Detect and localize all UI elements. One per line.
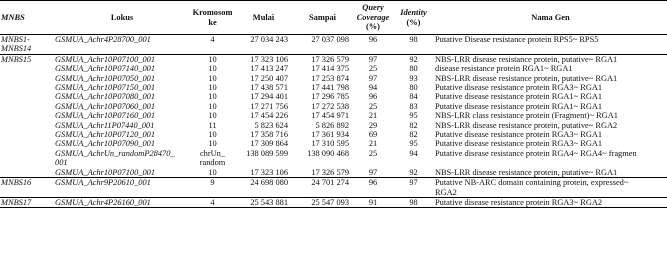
cell-nama-gen: Putative disease resistance protein RGA3~ RGA1 (435, 139, 603, 149)
cell-kromosom: chrUn_ random (199, 148, 226, 168)
table-row (0, 197, 667, 207)
cell-identity: 80 (409, 64, 418, 74)
cell-identity: 95 (409, 139, 418, 149)
cell-nama-gen: NBS-LRR disease resistance protein, putative~ RGA2 (435, 120, 618, 130)
cell-kromosom: 10 (208, 111, 217, 121)
cell-lokus: GSMUA_Achr10P07120_001 (55, 130, 156, 140)
cell-nama-gen: Putative disease resistance protein RGA3~ RGA2 (434, 197, 667, 207)
table-row (0, 35, 667, 55)
cell-query-coverage: 97 (368, 167, 378, 177)
cell-lokus: GSMUA_Achr4P28700_001 (54, 35, 190, 55)
cell-kromosom: 4 (190, 35, 235, 55)
cell-mulai: 17 358 716 (250, 130, 288, 140)
cell-lokus: GSMUA_Achr10P07060_001 (55, 101, 156, 111)
cell-kromosom: 4 (190, 197, 235, 207)
cell-nama-gen: disease resistance protein RGA1~ RGA1 (435, 64, 573, 74)
cell-lokus: GSMUA_Achr11P07440_001 (55, 120, 155, 130)
cell-query-coverage: 69 (368, 130, 378, 140)
cell-nama-gen: NBS-LRR disease resistance protein, putative~ RGA1 (435, 73, 618, 83)
cell-sampai: 17 253 874 (311, 73, 349, 83)
cell-mnbs (0, 168, 54, 178)
cell-mnbs (0, 130, 54, 139)
cell-mulai: 17 438 571 (250, 83, 288, 93)
cell-query-coverage: 21 (368, 139, 378, 149)
cell-identity: 92 (393, 54, 434, 64)
cell-mulai: 138 089 599 (246, 148, 288, 158)
cell-sampai: 17 441 798 (311, 83, 349, 93)
cell-lokus: GSMUA_Achr10P07100_001 (54, 54, 190, 64)
table-row (0, 83, 667, 92)
header-identity: Identity (%) (393, 1, 434, 35)
cell-query-coverage: 25 (368, 101, 378, 111)
cell-kromosom: 10 (190, 54, 235, 64)
cell-lokus: GSMUA_Achr10P07050_001 (55, 73, 156, 83)
cell-mnbs (0, 64, 54, 73)
cell-kromosom: 10 (208, 139, 217, 149)
cell-nama-gen: Putative disease resistance protein RGA3~ RGA1 (435, 130, 603, 140)
cell-nama-gen: Putative disease resistance protein RGA1~ RGA1 (435, 92, 603, 102)
header-kromosom: Kromosom ke (190, 1, 235, 35)
cell-nama-gen: Putative disease resistance protein RGA3~ RGA1 (435, 83, 603, 93)
cell-query-coverage: 25 (368, 148, 378, 158)
cell-lokus: GSMUA_Achr4P26160_001 (54, 197, 190, 207)
cell-mnbs (0, 102, 54, 111)
header-mnbs: MNBS (0, 1, 54, 35)
cell-nama-gen: NBS-LRR disease resistance protein, putative~ RGA1 (434, 54, 667, 64)
cell-nama-gen: NBS-LRR class resistance protein (Fragment)~ RGA1 (435, 111, 618, 121)
cell-sampai: 17 326 579 (292, 54, 353, 64)
cell-sampai: 138 090 468 (307, 148, 349, 158)
cell-mulai: 5 823 624 (254, 120, 288, 130)
cell-query-coverage: 21 (368, 111, 378, 121)
cell-query-coverage: 96 (353, 35, 393, 55)
cell-query-coverage: 96 (368, 92, 378, 102)
cell-sampai: 17 272 538 (311, 101, 349, 111)
cell-mulai: 17 294 401 (250, 92, 288, 102)
cell-query-coverage: 97 (353, 54, 393, 64)
cell-lokus: GSMUA_Achr10P07100_001 (55, 167, 156, 177)
cell-mnbs: MNBS16 (0, 178, 54, 198)
cell-kromosom: 10 (208, 167, 217, 177)
cell-lokus: GSMUA_AchrUn_randomP28470_ 001 (55, 148, 175, 168)
cell-identity: 95 (409, 111, 418, 121)
cell-mnbs (0, 121, 54, 130)
cell-mnbs: MNBS1- MNBS14 (0, 35, 54, 55)
table-row (0, 130, 667, 139)
cell-mnbs (0, 74, 54, 83)
cell-mnbs (0, 149, 54, 168)
cell-mulai: 27 034 243 (235, 35, 292, 55)
cell-mulai: 17 323 106 (250, 167, 288, 177)
cell-nama-gen: Putative NB-ARC domain containing protein, expressed~ RGA2 (434, 178, 667, 198)
cell-mnbs (0, 139, 54, 148)
header-nama-gen: Nama Gen (434, 1, 667, 35)
cell-query-coverage: 91 (353, 197, 393, 207)
header-lokus: Lokus (54, 1, 190, 35)
cell-kromosom: 10 (208, 130, 217, 140)
cell-kromosom: 10 (208, 73, 217, 83)
header-sampai: Sampai (292, 1, 353, 35)
cell-kromosom: 11 (208, 120, 217, 130)
cell-kromosom: 10 (208, 101, 217, 111)
table-row (0, 111, 667, 120)
cell-mulai: 17 323 106 (235, 54, 292, 64)
cell-sampai: 5 826 892 (315, 120, 349, 130)
table-row (0, 74, 667, 83)
cell-mulai: 17 413 247 (250, 64, 288, 74)
header-query-coverage: Query Coverage (%) (353, 1, 393, 35)
cell-nama-gen: Putative disease resistance protein RGA1~ RGA1 (435, 101, 603, 111)
cell-sampai: 17 326 579 (311, 167, 349, 177)
table-row (0, 178, 667, 198)
cell-kromosom: 10 (208, 92, 217, 102)
cell-identity: 80 (409, 83, 418, 93)
table-row (0, 54, 667, 64)
cell-lokus: GSMUA_Achr10P07090_001 (55, 139, 156, 149)
cell-sampai: 25 547 093 (292, 197, 353, 207)
table-header-row (0, 1, 667, 35)
cell-kromosom: 9 (190, 178, 235, 198)
cell-sampai: 17 454 971 (311, 111, 349, 121)
table-row (0, 64, 667, 73)
cell-mulai: 24 698 080 (235, 178, 292, 198)
table-row (0, 139, 667, 148)
cell-sampai: 27 037 098 (292, 35, 353, 55)
cell-lokus: GSMUA_Achr10P07160_001 (55, 111, 156, 121)
cell-identity: 98 (393, 197, 434, 207)
cell-identity: 84 (409, 92, 418, 102)
cell-sampai: 17 414 375 (311, 64, 349, 74)
header-mulai: Mulai (235, 1, 292, 35)
cell-sampai: 17 296 785 (311, 92, 349, 102)
cell-identity: 93 (409, 73, 418, 83)
cell-nama-gen: Putative disease resistance protein RGA4~ RGA4~ fragmen (435, 148, 637, 158)
cell-mnbs (0, 92, 54, 101)
cell-sampai: 24 701 274 (292, 178, 353, 198)
cell-mulai: 17 271 756 (250, 101, 288, 111)
cell-identity: 98 (393, 35, 434, 55)
cell-lokus: GSMUA_Achr10P07140_001 (55, 64, 156, 74)
cell-identity: 82 (409, 130, 418, 140)
cell-mnbs (0, 111, 54, 120)
cell-mulai: 17 454 226 (250, 111, 288, 121)
table-row (0, 102, 667, 111)
cell-mnbs: MNBS17 (0, 197, 54, 207)
cell-mulai: 17 309 864 (250, 139, 288, 149)
cell-query-coverage: 29 (368, 120, 378, 130)
table-row (0, 149, 667, 168)
cell-mnbs (0, 83, 54, 92)
table-row (0, 121, 667, 130)
cell-lokus: GSMUA_Achr10P07080_001 (55, 92, 156, 102)
cell-query-coverage: 25 (368, 64, 378, 74)
cell-mulai: 25 543 881 (235, 197, 292, 207)
cell-query-coverage: 94 (368, 83, 378, 93)
cell-identity: 83 (409, 101, 418, 111)
cell-identity: 82 (409, 120, 418, 130)
cell-nama-gen: Putative Disease resistance protein RPS5~ RPS5 (434, 35, 667, 55)
cell-mulai: 17 250 407 (250, 73, 288, 83)
cell-query-coverage: 97 (368, 73, 378, 83)
table-body (0, 35, 667, 208)
cell-identity: 97 (393, 178, 434, 198)
cell-kromosom: 10 (208, 64, 217, 74)
cell-identity: 94 (409, 148, 418, 158)
cell-mnbs: MNBS15 (0, 54, 54, 64)
table-row (0, 168, 667, 178)
cell-kromosom: 10 (208, 83, 217, 93)
cell-query-coverage: 96 (353, 178, 393, 198)
cell-identity: 92 (409, 167, 418, 177)
cell-sampai: 17 310 595 (311, 139, 349, 149)
cell-sampai: 17 361 934 (311, 130, 349, 140)
cell-lokus: GSMUA_Achr9P20610_001 (54, 178, 190, 198)
cell-lokus: GSMUA_Achr10P07150_001 (55, 83, 156, 93)
table-row (0, 92, 667, 101)
cell-nama-gen: NBS-LRR disease resistance protein, putative~ RGA1 (435, 167, 618, 177)
